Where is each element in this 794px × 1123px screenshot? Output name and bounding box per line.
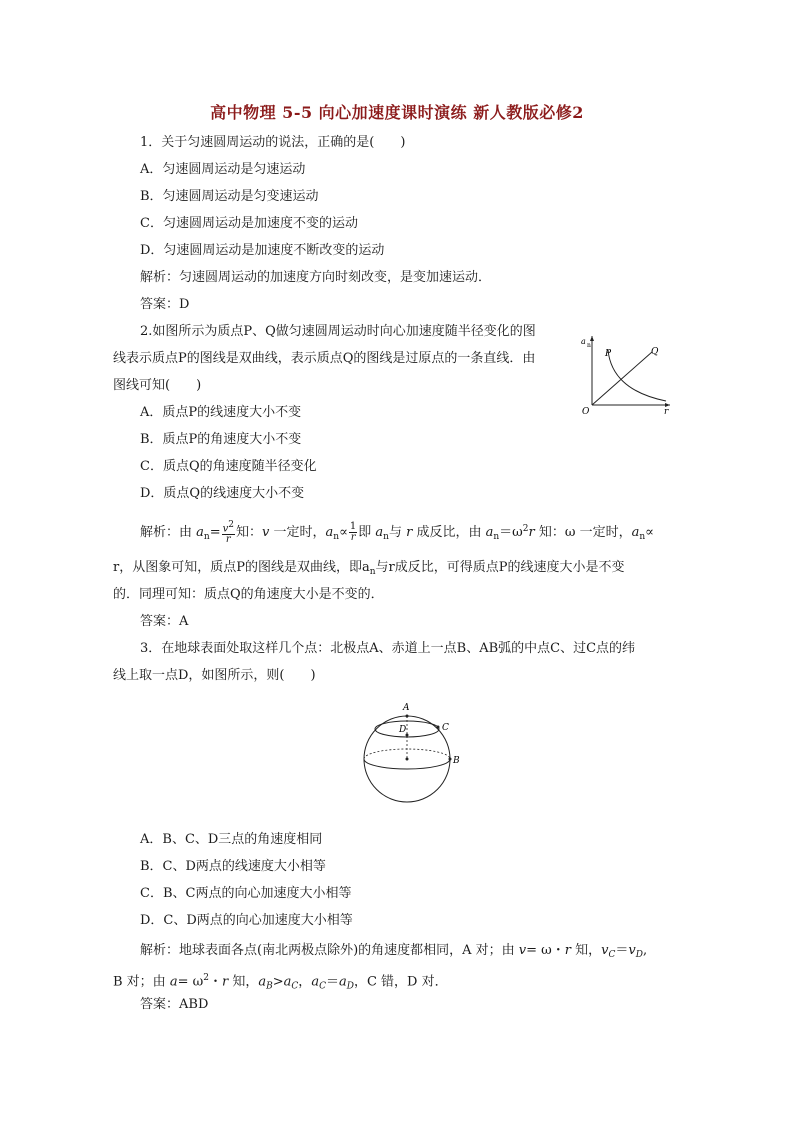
- q2-line-q: [592, 352, 652, 405]
- q3-stem-line2: 线上取一点D，如图所示，则( ): [113, 668, 316, 683]
- q2-graph-x-label: r: [664, 407, 669, 416]
- q2-curve-p: [608, 350, 666, 401]
- q2-stem-line1: 2.如图所示为质点P、Q做匀速圆周运动时向心加速度随半径变化的图: [140, 324, 536, 339]
- q1-option-b: B．匀速圆周运动是匀变速运动: [140, 189, 319, 204]
- q2-graph-y-sub: n: [587, 342, 591, 349]
- q1-option-a: A．匀速圆周运动是匀速运动: [140, 162, 306, 177]
- q3-point-a: A: [403, 703, 410, 713]
- q2-option-a: A．质点P的线速度大小不变: [140, 405, 302, 420]
- q1-option-d: D．匀速圆周运动是加速度不断改变的运动: [140, 243, 385, 258]
- q2-analysis-line3: 的．同理可知：质点Q的角速度大小是不变的．: [113, 587, 384, 602]
- q1-stem: 1．关于匀速圆周运动的说法，正确的是( ): [140, 135, 406, 150]
- q3-option-b: B．C、D两点的线速度大小相等: [140, 859, 326, 874]
- q2-analysis-line1: 解析：由 $a_n=$ $\frac{v^2}{r}$ 知：v 一定时，$a_n\propto$ $\frac{1}{r}$ 即 $a_n$与 r 成反比，由 $a_n=\omega^2r$ 知：ω 一定时，$a_n\propto$: [140, 520, 654, 546]
- q3-point-b: B: [453, 756, 460, 766]
- q1-option-c: C．匀速圆周运动是加速度不变的运动: [140, 216, 358, 231]
- q1-analysis: 解析：匀速圆周运动的加速度方向时刻改变，是变加速运动．: [140, 270, 492, 285]
- q3-option-a: A．B、C、D三点的角速度相同: [140, 832, 323, 847]
- q3-option-d: D．C、D两点的向心加速度大小相等: [140, 913, 353, 928]
- q1-answer: 答案：D: [140, 297, 190, 312]
- q3-option-c: C．B、C两点的向心加速度大小相等: [140, 886, 352, 901]
- page-title: 高中物理 5-5 向心加速度课时演练 新人教版必修2: [210, 103, 584, 122]
- q2-graph: [578, 330, 674, 416]
- q2-graph-label-p: P: [605, 349, 612, 359]
- q3-point-d: D: [399, 725, 407, 735]
- q3-analysis-line2: B 对；由 $a= \omega^2$・r 知，$a_B>a_C$，$a_C=a_D$，C 错，D 对．: [113, 973, 448, 992]
- q2-stem-line2: 线表示质点P的图线是双曲线，表示质点Q的图线是过原点的一条直线．由: [113, 351, 536, 366]
- q2-graph-label-q: Q: [651, 347, 659, 357]
- q2-option-b: B．质点P的角速度大小不变: [140, 432, 302, 447]
- q3-stem-line1: 3．在地球表面处取这样几个点：北极点A、赤道上一点B、AB弧的中点C、过C点的纬: [140, 641, 636, 656]
- q2-analysis-line2: r，从图象可知，质点P的图线是双曲线，即$a_n$与r成反比，可得质点P的线速度大小是不变: [113, 560, 625, 577]
- q3-point-c: C: [442, 723, 449, 733]
- q3-answer: 答案：ABD: [140, 997, 209, 1012]
- q3-earth-figure: [355, 690, 465, 820]
- q2-stem-line3: 图线可知( ): [113, 378, 202, 393]
- q2-answer: 答案：A: [140, 614, 189, 629]
- q2-graph-y-label: a: [581, 337, 586, 346]
- q2-option-c: C．质点Q的角速度随半径变化: [140, 459, 317, 474]
- q2-graph-origin: O: [582, 407, 590, 416]
- q2-option-d: D．质点Q的线速度大小不变: [140, 486, 305, 501]
- q3-analysis-line1: 解析：地球表面各点(南北两极点除外)的角速度都相同，A 对；由 v= ω・r 知，$v_C=v_D$,: [140, 943, 648, 960]
